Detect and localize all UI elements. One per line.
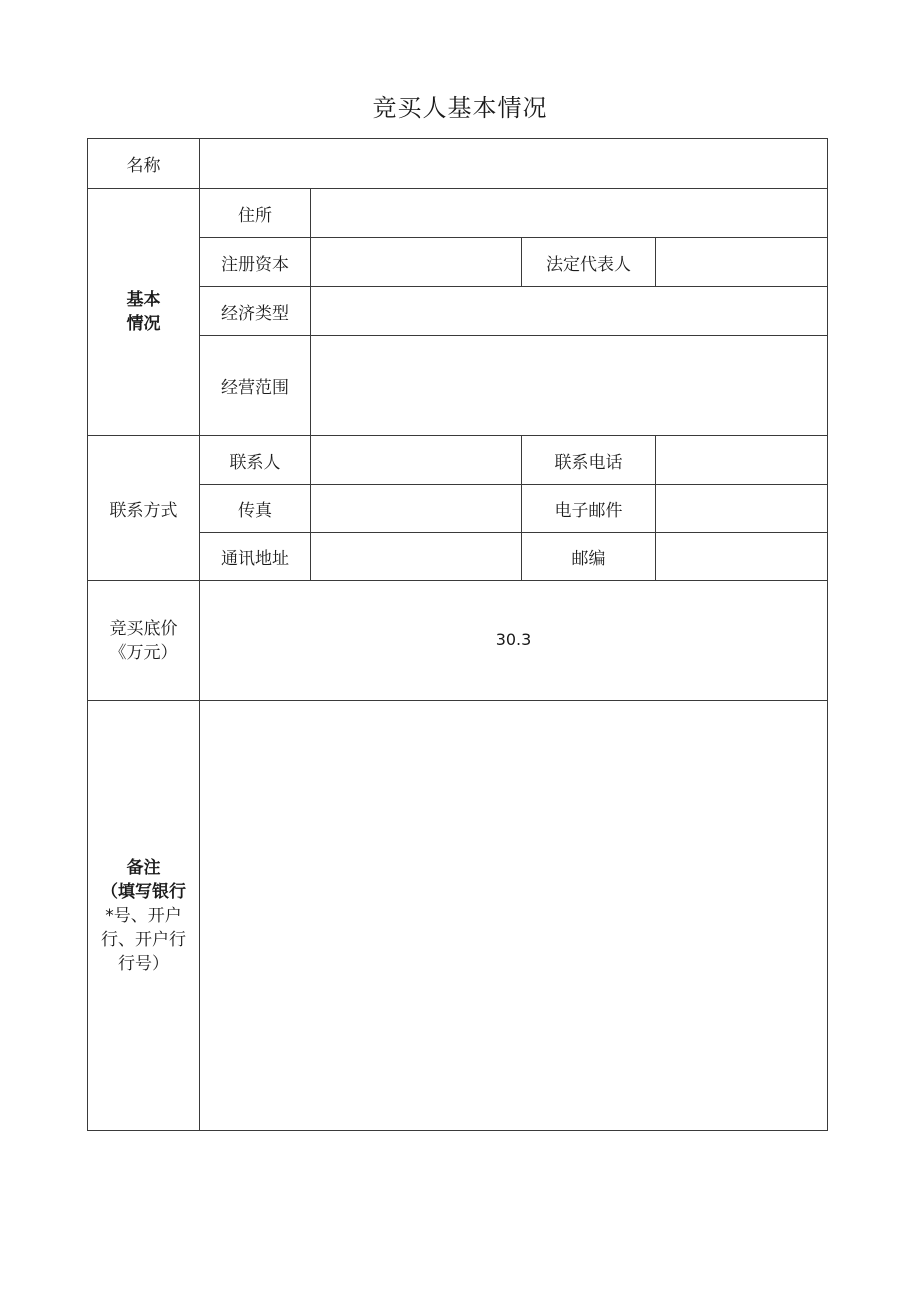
remarks-field[interactable] bbox=[200, 701, 827, 1130]
postcode-field[interactable] bbox=[656, 533, 827, 580]
basic-info-label-line1: 基本 bbox=[126, 290, 161, 310]
email-label: 电子邮件 bbox=[554, 501, 623, 521]
contact-section-label: 联系方式 bbox=[109, 500, 178, 521]
remarks-label bbox=[88, 701, 199, 1130]
business-scope-field[interactable] bbox=[311, 336, 827, 435]
economic-type-field[interactable] bbox=[311, 287, 827, 335]
mailing-address-field[interactable] bbox=[311, 533, 521, 580]
reserve-price-field[interactable]: 30.3 bbox=[495, 630, 532, 649]
legal-rep-field[interactable] bbox=[656, 238, 827, 286]
fax-field[interactable] bbox=[311, 485, 521, 532]
email-field[interactable] bbox=[656, 485, 827, 532]
reserve-price-label-line1: 竞买底价 bbox=[109, 618, 178, 639]
basic-info-label-line2: 情况 bbox=[126, 314, 161, 334]
phone-field[interactable] bbox=[656, 436, 827, 484]
remarks-label-line4: 行、开户行 bbox=[101, 929, 186, 950]
reserve-price-label-line2: 《万元） bbox=[109, 642, 178, 663]
registered-capital-field[interactable] bbox=[311, 238, 521, 286]
table-border-right bbox=[827, 138, 828, 1131]
registered-capital-label: 注册资本 bbox=[221, 254, 289, 275]
name-label: 名称 bbox=[126, 156, 161, 176]
contact-person-field[interactable] bbox=[311, 436, 521, 484]
business-scope-label: 经营范围 bbox=[221, 378, 289, 398]
contact-person-label: 联系人 bbox=[229, 452, 281, 473]
remarks-label-line5: 行号） bbox=[118, 953, 169, 974]
fax-label: 传真 bbox=[238, 501, 272, 521]
remarks-label-line1: 备注 bbox=[126, 857, 161, 878]
address-label: 住所 bbox=[238, 205, 272, 226]
legal-rep-label: 法定代表人 bbox=[546, 254, 631, 275]
form-title: 竞买人基本情况 bbox=[372, 94, 548, 122]
mailing-address-label: 通讯地址 bbox=[221, 549, 289, 569]
basic-info-section-label bbox=[88, 189, 199, 435]
name-field[interactable] bbox=[200, 139, 827, 188]
reserve-price-label bbox=[88, 581, 199, 700]
address-field[interactable] bbox=[311, 189, 827, 237]
remarks-label-line3: *号、开户 bbox=[105, 905, 182, 926]
remarks-label-line2: （填写银行 bbox=[101, 881, 186, 902]
economic-type-label: 经济类型 bbox=[221, 303, 289, 324]
postcode-label: 邮编 bbox=[571, 549, 606, 569]
phone-label: 联系电话 bbox=[554, 452, 623, 473]
